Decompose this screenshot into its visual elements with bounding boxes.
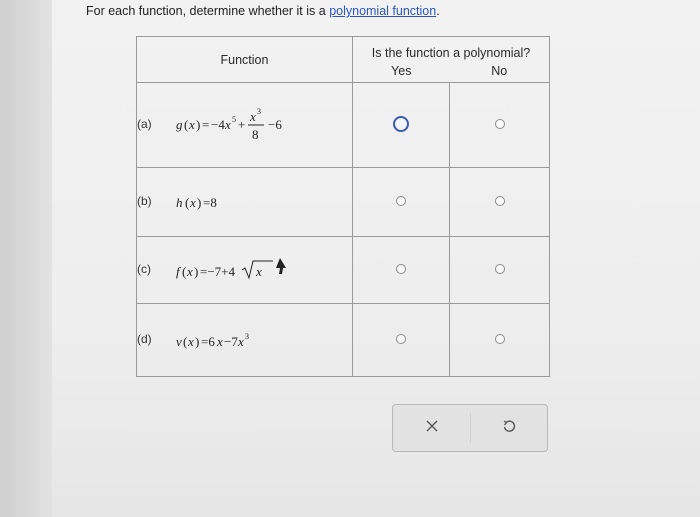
instruction-prefix: For each function, determine whether it is a xyxy=(86,4,330,18)
svg-text:(: ( xyxy=(182,264,187,279)
svg-text:g: g xyxy=(176,117,183,132)
svg-text:=8: =8 xyxy=(203,195,218,210)
yes-option-c[interactable] xyxy=(353,237,450,304)
function-cell-c xyxy=(137,237,353,304)
svg-text:−6: −6 xyxy=(268,117,283,132)
yes-option-b[interactable] xyxy=(353,168,450,237)
svg-text:x: x xyxy=(238,334,245,349)
instruction-text xyxy=(86,4,440,18)
radio-button[interactable] xyxy=(396,264,406,274)
function-expression-b xyxy=(176,193,246,208)
svg-text:=: = xyxy=(202,117,210,132)
radio-button[interactable] xyxy=(495,264,505,274)
no-option-d[interactable] xyxy=(450,304,550,377)
svg-text:8: 8 xyxy=(252,127,259,142)
svg-text:x: x xyxy=(187,264,194,279)
svg-text:+: + xyxy=(238,117,246,132)
no-column-header: No xyxy=(450,60,550,82)
svg-text:x: x xyxy=(190,195,197,210)
svg-text:x: x xyxy=(256,264,263,279)
table-row xyxy=(137,237,550,304)
svg-text:3: 3 xyxy=(245,332,250,341)
function-expression-d xyxy=(176,331,286,349)
svg-text:5: 5 xyxy=(232,115,237,124)
svg-text:(: ( xyxy=(185,195,190,210)
svg-text:x: x xyxy=(188,334,195,349)
radio-button[interactable] xyxy=(495,196,505,206)
undo-icon xyxy=(502,419,516,438)
radio-button[interactable] xyxy=(495,334,505,344)
radio-button[interactable] xyxy=(396,196,406,206)
function-cell-d xyxy=(137,304,353,377)
svg-text:): ) xyxy=(194,264,199,279)
svg-text:=6: =6 xyxy=(201,334,216,349)
svg-text:−4: −4 xyxy=(211,117,226,132)
function-cell-b xyxy=(137,168,353,237)
radio-button[interactable] xyxy=(396,334,406,344)
svg-text:−7: −7 xyxy=(224,334,239,349)
svg-text:x: x xyxy=(225,117,232,132)
polynomial-table xyxy=(136,36,550,377)
svg-text:f: f xyxy=(176,264,181,279)
svg-text:=−7+4: =−7+4 xyxy=(200,264,236,279)
function-cell-a xyxy=(137,83,353,168)
undo-button[interactable] xyxy=(470,405,547,451)
svg-text:3: 3 xyxy=(257,107,262,116)
function-column-header: Function xyxy=(137,37,353,83)
row-label: (a) xyxy=(137,117,152,132)
yes-column-header: Yes xyxy=(353,60,450,82)
screen-edge xyxy=(0,0,52,517)
svg-text:v: v xyxy=(176,334,183,349)
answer-button-bar xyxy=(392,404,548,452)
row-label: (b) xyxy=(137,194,152,209)
no-option-b[interactable] xyxy=(450,168,550,237)
svg-text:): ) xyxy=(197,195,202,210)
yes-option-a[interactable] xyxy=(353,83,450,168)
svg-text:(: ( xyxy=(184,117,189,132)
mouse-cursor-icon xyxy=(276,258,286,274)
svg-text:): ) xyxy=(195,334,200,349)
svg-text:x: x xyxy=(189,117,196,132)
row-label: (c) xyxy=(137,262,151,277)
no-option-a[interactable] xyxy=(450,83,550,168)
table-row xyxy=(137,168,550,237)
svg-text:(: ( xyxy=(183,334,188,349)
close-icon xyxy=(426,419,438,437)
svg-text:h: h xyxy=(176,195,183,210)
polynomial-function-link[interactable]: polynomial function xyxy=(329,4,437,18)
radio-button-selected[interactable] xyxy=(393,116,409,132)
svg-text:x: x xyxy=(250,109,257,124)
radio-button[interactable] xyxy=(495,119,505,129)
clear-button[interactable] xyxy=(393,405,470,451)
row-label: (d) xyxy=(137,332,152,347)
table-row xyxy=(137,83,550,168)
table-row xyxy=(137,304,550,377)
no-option-c[interactable] xyxy=(450,237,550,304)
svg-text:x: x xyxy=(217,334,224,349)
svg-text:): ) xyxy=(196,117,201,132)
function-expression-c xyxy=(176,261,296,279)
yes-option-d[interactable] xyxy=(353,304,450,377)
function-expression-a xyxy=(176,107,302,142)
question-header: Is the function a polynomial? xyxy=(353,37,550,61)
instruction-suffix: . xyxy=(436,4,440,18)
